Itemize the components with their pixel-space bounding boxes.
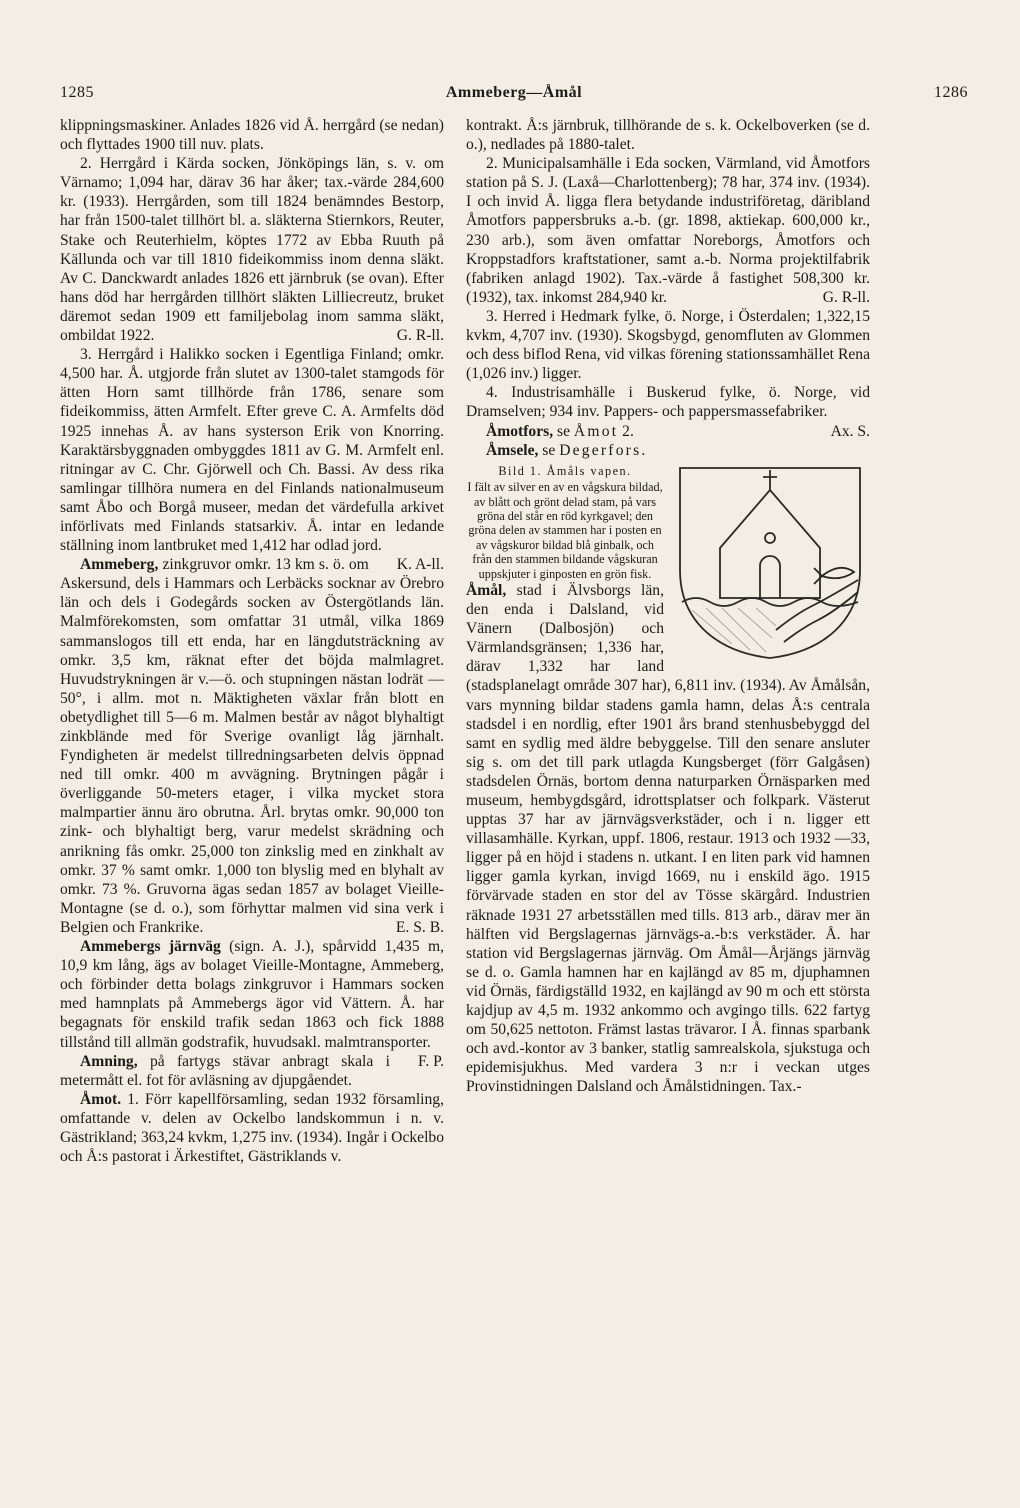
cross-reference: Åmot: [573, 422, 619, 440]
paragraph-text: 3. Herrgård i Halikko socken i Egentliga Finland; omkr. 4,500 har. Å. utgjorde från slutet av 1300-talet stamgods för ätten Horn samt tillhörde från 1786, senare som fideikommiss, ätten Armfelt. Efter greve C. A. Armfelts död 1925 innehas Å. av hans systerson Erik von Knorring. Karaktärsbyggnaden ombyggdes 1811 av G. M. Armfelt enl. ritningar av C. Chr. Gjörwell och Ch. Bassi. Av dess rika samlingar tillhöra numera en del Finlands nationalmuseum samt Åbo och Borgå museer, medan det värdefulla arkivet införlivats med Finlands statsarkiv. Å. intar en ledande ställning inom lantbruket med 1,412 har odlad jord.: [60, 346, 444, 555]
headword: Ammeberg,: [80, 556, 159, 574]
running-head: [60, 84, 968, 110]
caption-title: Bild 1. Åmåls vapen.: [498, 463, 632, 478]
entry-amot: [60, 1090, 444, 1166]
headword: Åmot.: [80, 1090, 122, 1108]
shield-outline: [680, 468, 860, 658]
entry-text: se: [553, 422, 574, 440]
church-cross: [763, 470, 777, 490]
church-door: [760, 556, 780, 598]
paragraph-text: 2. Herrgård i Kärda socken, Jönköpings län, s. v. om Värnamo; 1,094 har, därav 36 har åker; tax.-värde 284,600 kr. (1933). Herrgården, som till 1824 benämndes Bestorp, har från 1500-talet tillhört bl. a. släkterna Stiernkors, Reuter, Stake och Reuterhielm, köptes 1772 av Ebba Ruuth på Källunda och var till 1810 fideikommiss inom denna släkt. Av C. Danckwardt anlades 1826 ett järnbruk (se ovan). Efter hans död har herrgården tillhört släkten Lilliecreutz, bruket däremot sedan 1909 ett familjebolag inom samma släkt, ombildat 1922.: [60, 155, 444, 345]
author-signature: G. R-ll.: [822, 288, 870, 306]
church-gable: [720, 490, 820, 598]
entry-amotfors: [466, 422, 870, 441]
page-title: Ammeberg—Åmål: [445, 84, 583, 101]
page-number-left: 1285: [60, 84, 94, 101]
author-signature: K. A-ll.: [396, 556, 444, 574]
entry-text: stad i Älvsborgs län, den enda i Dalsland, vid Vänern (Dalbosjön) och Värmlandsgränsen; 1,336 har, därav 1,332 har land (stadsplanelagt område 307 har), 6,811 inv. (1934). Av Åmålsån, vars mynning bildar stadens gamla hamn, delas Å:s centrala stadsdel i en nordlig, efter 1901 års brand stenhusbebyggd del samt en sydlig med äldre bebyggelse. Till den senare ansluter sig s. om det till park utlagda Kungsberget (förr Galgåsen) stadsdelen Örnäs, bortom denna naturparken Örnäsparken med museum, hembygdsgård, idrottsplatser och folkpark. Västerut upptas 37 har av järnvägsverkstäder, och i n. ligger ett villasamhälle. Kyrkan, uppf. 1806, restaur. 1913 och 1932 —33, ligger på en höjd i stadens n. utkant. I en liten park vid hamnen ligger gamla kyrkan, invigd 1669, nu i enskild ägo. 1915 förvärvade staden en stor del av Tösse skärgård. Industrien räknade 1931 27 arbetsställen med tills. 813 arb., därav mer än hälften vid Bergslagernas järnvägs-a.-b:s verkstäder. Å. har station vid Bergslagernas järnväg. Om Åmål—Årjängs järnväg se d. o. Gamla hamnen har en kajlängd av 85 m, djuphamnen vid Örnäs, färdigställd 1932, en kajlängd av 90 m och ett största kajdjup av 4,5 m. 1932 ankommo och avgingo tills. 622 fartyg om 50,625 nettoton. Främst lastas trävaror. I Å. finnas sparbank och avd.-kontor av 3 banker, statlig samrealskola, sjukstuga och epidemisjukhus. Med vardera 3 n:r i veckan utges Provinstidningen Dalsland och Åmålstidningen. Tax.-: [466, 581, 870, 1096]
author-signature: G. R-ll.: [396, 327, 444, 345]
cross-reference: Degerfors: [559, 441, 642, 459]
entry-text: .: [641, 441, 646, 459]
headword: Amning,: [80, 1052, 138, 1070]
entry-text: zinkgruvor omkr. 13 km s. ö. om Askersund, dels i Hammars och Lerbäcks socknar av Örebro län och dels i Godegårds socken av Östergötlands län. Malmförekomsten, som omfattar 31 utmål, vilka 1869 sammanslogos till ett enda, har en längdutsträckning av omkr. 3,5 km, räknat efter det böjda malmlagret. Huvudstrykningen är v.—ö. och stupningen nästan lodrät — 50°, i allm. mot n. Mäktigheten växlar från blott en obetydlighet till 5—6 m. Malmen består av något blyhaltigt zinkblände med för Sverige ovanligt låg järnhalt. Fyndigheten är medelst tillredningsarbeten delvis öppnad ned till omkr. 400 m avvägning. Brytningen pågår i överliggande 50-meters etager, i vilka mycket stora malmpartier ännu äro obrutna. Årl. brytas omkr. 90,000 ton zink- och blyhaltigt berg, varur medelst skrädning och anrikning fås omkr. 25,000 ton zinkslig med en zinkhalt av omkr. 37 % samt omkr. 1,000 ton blyslig med en blyhalt av omkr. 73 %. Gruvorna ägas sedan 1857 av bolaget Vieille-Montagne (se d. o.), som förhyttar malmen vid sina verk i Belgien och Frankrike.: [60, 556, 444, 936]
left-column: [60, 116, 444, 1166]
caption-text: I fält av silver en av en vågskura bildad, av blått och grönt delad stam, på vars gröna del står en röd kyrkgavel; den gröna delen av stammen har i posten en av vågskuror bildad blå ginbalk, och från den stammen bildande vågskuran uppskjuter i ginposten en grön fisk.: [467, 480, 663, 581]
entry-text: (sign. A. J.), spårvidd 1,435 m, 10,9 km lång, ägs av bolaget Vieille-Montagne, Ammeberg, och förbinder detta bolags zinkgruvor i Hammars socken med hamnplats på Ammebergs ägor vid Vättern. Å. har begagnats för enskild trafik sedan 1863 och fick 1888 tillstånd till allmän godstrafik, huvudsakl. malmtransporter.: [60, 938, 444, 1051]
paragraph: [60, 154, 444, 345]
entry-text: se: [538, 441, 560, 459]
headword: Åmål,: [466, 581, 507, 599]
coat-of-arms-icon: [672, 462, 868, 662]
author-signature: F. P.: [417, 1052, 444, 1070]
entry-amning: [60, 1052, 444, 1090]
entry-text: 1. Förr kapellförsamling, sedan 1932 församling, omfattande v. delen av Ockelbo landskommun i n. v. Gästrikland; 363,24 kvkm, 1,275 inv. (1934). Ingår i Ockelbo och Å:s pastorat i Ärkestiftet, Gästriklands v.: [60, 1090, 445, 1166]
right-column: [466, 116, 870, 1096]
entry-text: 2.: [618, 422, 634, 440]
paragraph: klippningsmaskiner. Anlades 1826 vid Å. herrgård (se nedan) och flyttades 1900 till nuv. plats.: [60, 117, 444, 154]
entry-ammeberg: [60, 555, 444, 937]
entry-amsele: [466, 441, 870, 460]
bend-waves: [776, 580, 858, 642]
paragraph: 3. Herred i Hedmark fylke, ö. Norge, i Österdalen; 1,322,15 kvkm, 4,707 inv. (1930). Skogsbygd, genomfluten av Glommen och dess biflod Rena, vid vilkas förening stationssamhället Rena (1,026 inv.) ligger.: [466, 307, 870, 383]
paragraph-text: 4. Industrisamhälle i Buskerud fylke, ö. Norge, vid Dramselven; 934 inv. Pappers- och pappersmassefabriker.: [466, 384, 870, 421]
paragraph-text: 2. Municipalsamhälle i Eda socken, Värmland, vid Åmotfors station på S. J. (Laxå—Charlottenberg); 78 har, 374 inv. (1934). I och invid Å. ligga flera betydande industriföretag, däribland Åmotfors pappersbruks a.-b. (gr. 1898, aktiekap. 600,000 kr., 230 arb.), som även omfattar Noreborgs, Åmotfors och Kroppstadfors kraftstationer, samt a.-b. Norma projektilfabrik (fabriken anlagd 1902). Tax.-värde å fastighet 508,300 kr. (1932), tax. inkomst 284,940 kr.: [466, 155, 870, 306]
headword: Ammebergs järnväg: [80, 938, 221, 956]
wave-line: [682, 598, 858, 606]
author-signature: E. S. B.: [395, 918, 444, 936]
page-number-right: 1286: [934, 84, 968, 101]
author-signature: Ax. S.: [830, 422, 870, 440]
church-window: [765, 533, 775, 543]
headword: Åmotfors,: [486, 422, 554, 440]
entry-text: på fartygs stävar anbragt skala i metermått el. fot för avläsning av djupgåendet.: [60, 1052, 390, 1089]
paragraph: [466, 154, 870, 307]
paragraph: kontrakt. Å:s järnbruk, tillhörande de s. k. Ockelboverken (se d. o.), nedlades på 1880-talet.: [466, 117, 870, 154]
figure-coat-of-arms: [672, 462, 870, 662]
headword: Åmsele,: [486, 441, 539, 459]
